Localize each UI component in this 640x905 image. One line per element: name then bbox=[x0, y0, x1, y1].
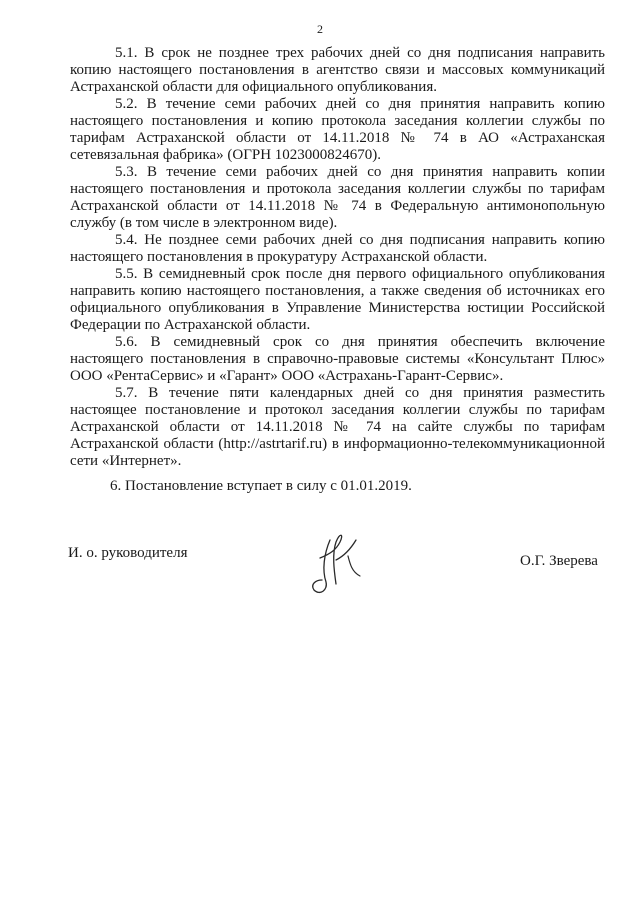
paragraph-5-4: 5.4. Не позднее семи рабочих дней со дня подписания направить копию настоящего постановления в прокуратуру Астраханской области. bbox=[70, 232, 605, 265]
body-text bbox=[70, 45, 605, 495]
paragraph-5-3: 5.3. В течение семи рабочих дней со дня принятия направить копии настоящего постановления и протокола заседания коллегии службы по тарифам Астраханской области от 14.11.2018 № 74 в Федеральную антимонопольную службу (в том числе в электронном виде). bbox=[70, 164, 605, 231]
paragraph-5-7: 5.7. В течение пяти календарных дней со дня принятия разместить настоящее постановление и протокол заседания коллегии службы по тарифам Астраханской области от 14.11.2018 № 74 на сайте службы по тарифам Астраханской области (http://astrtarif.ru) в информационно-телекоммуникационной сети «Интернет». bbox=[70, 385, 605, 469]
signatory-name: О.Г. Зверева bbox=[520, 553, 598, 569]
paragraph-6: 6. Постановление вступает в силу с 01.01.2019. bbox=[110, 478, 412, 494]
paragraph-5-6: 5.6. В семидневный срок со дня принятия обеспечить включение настоящего постановления в справочно-правовые системы «Консультант Плюс» ООО «РентаСервис» и «Гарант» ООО «Астрахань-Гарант-Сервис». bbox=[70, 334, 605, 384]
signatory-title: И. о. руководителя bbox=[68, 545, 188, 561]
handwritten-signature bbox=[300, 520, 380, 605]
paragraph-5-5: 5.5. В семидневный срок после дня первого официального опубликования направить копию настоящего постановления, а также сведения об источниках его официального опубликования в Управление Министерства юстиции Российской Федерации по Астраханской области. bbox=[70, 266, 605, 333]
paragraph-5-2: 5.2. В течение семи рабочих дней со дня принятия направить копию настоящего постановления и копию протокола заседания коллегии службы по тарифам Астраханской области от 14.11.2018 № 74 в АО «Астраханская сетевязальная фабрика» (ОГРН 1023000824670). bbox=[70, 96, 605, 163]
paragraph-5-1: 5.1. В срок не позднее трех рабочих дней со дня подписания направить копию настоящего постановления в агентство связи и массовых коммуникаций Астраханской области для официального опубликования. bbox=[70, 45, 605, 95]
page-number: 2 bbox=[317, 22, 323, 36]
